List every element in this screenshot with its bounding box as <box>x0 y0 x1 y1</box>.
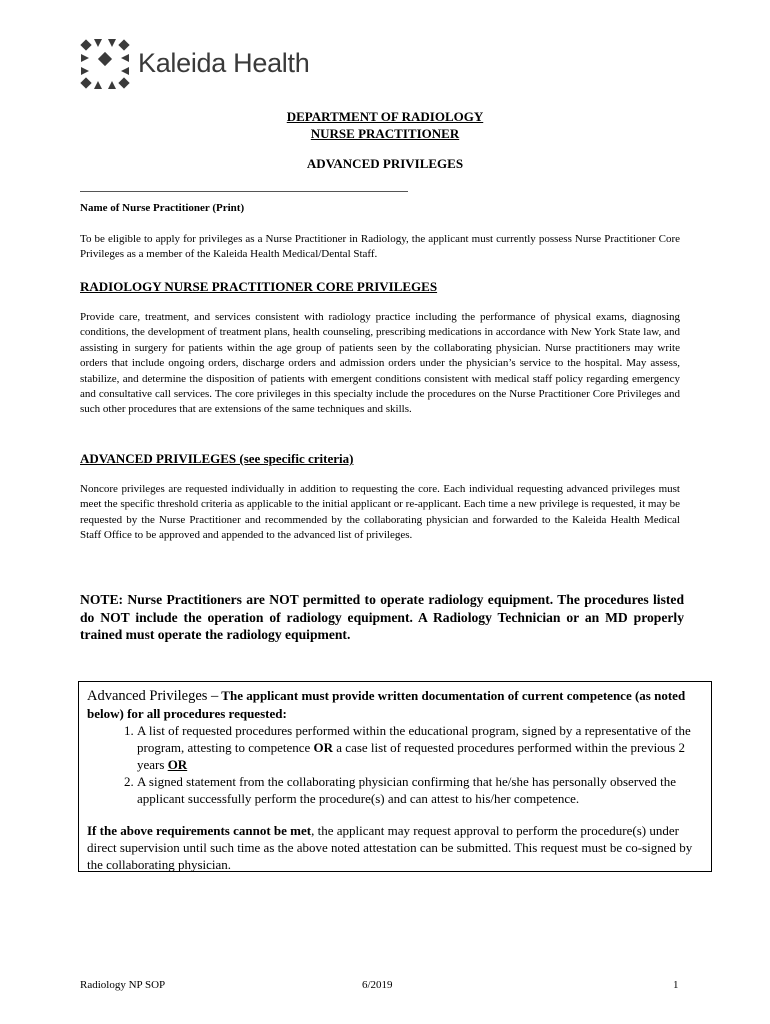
role-heading: NURSE PRACTITIONER <box>310 126 460 141</box>
core-privileges-heading: RADIOLOGY NURSE PRACTITIONER CORE PRIVILEGES <box>80 279 438 294</box>
item1-or-underlined: OR <box>167 757 188 772</box>
supervision-paragraph <box>87 822 703 873</box>
advanced-privileges-box <box>78 681 712 872</box>
footer-page-number: 1 <box>673 979 679 991</box>
advanced-privileges-paragraph: Noncore privileges are requested individually in addition to requesting the core. Each individual requesting advanced privileges must meet the specific threshold criteria as applicable to the initial applicant or re-applicant. Each time a new privilege is requested, it may be requested by the Nurse Practitioner and recommended by the collaborating physician and forwarded to the Kaleida Health Medical Staff Office to be approved and appended to the advanced list of privileges. <box>80 483 680 542</box>
kaleida-health-logo <box>78 36 338 96</box>
eligibility-paragraph: To be eligible to apply for privileges as a Nurse Practitioner in Radiology, the applicant must currently possess Nurse Practitioner Core Privileges as a member of the Kaleida Health Medical/Dental Staff. <box>80 233 680 261</box>
privileges-heading: ADVANCED PRIVILEGES <box>306 156 464 171</box>
footer-doc-name: Radiology NP SOP <box>80 979 166 991</box>
item1-or: OR <box>313 740 334 755</box>
kaleida-logo-mark-icon <box>78 36 132 92</box>
item1-text-b: a case list of requested procedures performed within the previous 2 years <box>137 740 685 772</box>
box-title-rest: The applicant must provide written documentation of current competence (as noted below) for all procedures requested: <box>87 688 686 721</box>
note-paragraph: NOTE: Nurse Practitioners are NOT permitted to operate radiology equipment. The procedures listed do NOT include the operation of radiology equipment. A Radiology Technician or an MD properly trained must operate the radiology equipment. <box>80 592 684 642</box>
condition-bold: If the above requirements cannot be met <box>87 823 312 838</box>
logo-text: Kaleida Health <box>138 48 310 78</box>
core-privileges-paragraph: Provide care, treatment, and services consistent with radiology practice including the performance of physical exams, diagnosing conditions, the development of treatment plans, health counseling, prescribing medications in accordance with New York State law, and assisting in surgery for patients within the age group of patients seen by the collaborating physician. Nurse practitioners may write orders that include ongoing orders, discharge orders and admission orders under the physician’s service to the hospital. May assess, stabilize, and determine the disposition of patients with emergent conditions consistent with medical staff policy regarding emergency and consultative call services. The core privileges in this specialty include the procedures on the Nurse Practitioner Core Privileges and such other procedures that are extensions of the same techniques and skills. <box>80 311 680 416</box>
box-intro <box>87 687 703 722</box>
name-field-label: Name of Nurse Practitioner (Print) <box>80 202 245 214</box>
list-item <box>137 722 703 773</box>
list-item <box>137 773 703 807</box>
box-title: Advanced Privileges – <box>87 688 219 704</box>
footer-date: 6/2019 <box>362 979 393 991</box>
requirements-list <box>87 722 703 807</box>
department-heading: DEPARTMENT OF RADIOLOGY <box>286 109 484 124</box>
name-signature-line[interactable] <box>80 191 408 192</box>
advanced-privileges-heading: ADVANCED PRIVILEGES (see specific criteria) <box>80 451 354 466</box>
item1-text-a: A list of requested procedures performed within the educational program, signed by a representative of the program, attesting to competence <box>137 723 691 755</box>
condition-rest: , the applicant may request approval to perform the procedure(s) under direct supervision until such time as the above noted attestation can be submitted. This request must be co-signed by the collaborating physician. <box>87 823 693 872</box>
item2-text: A signed statement from the collaborating physician confirming that he/she has personally observed the applicant successfully perform the procedure(s) and can attest to his/her competence. <box>137 774 676 806</box>
